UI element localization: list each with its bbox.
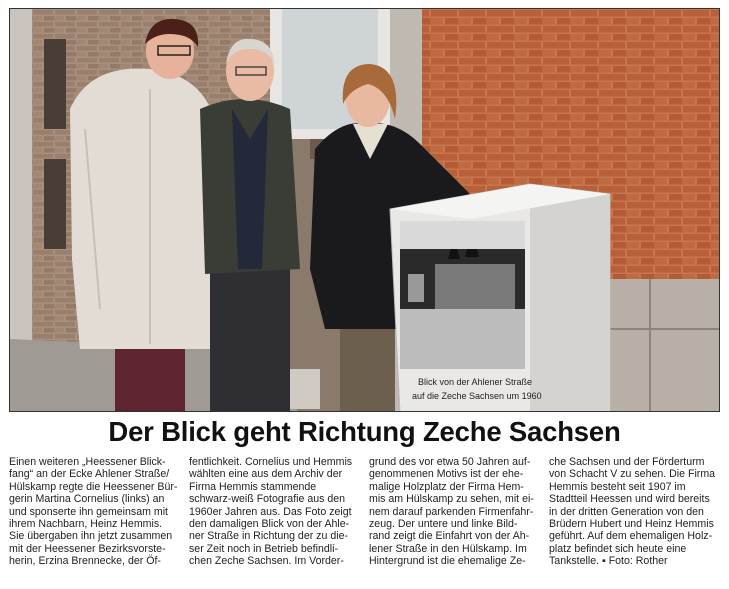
photo-caption-line-2: auf die Zeche Sachsen um 1960: [412, 391, 542, 401]
article-photo: [9, 8, 720, 412]
article-column-4: [549, 456, 719, 568]
column-text: grund des vor etwa 50 Jahren auf- genommenen Motivs ist der ehe- malige Holzplatz der Firma Hem- mis am Hülskamp zu sehen, mit ei- nem darauf parkenden Firmenfahr- zeug. Der untere und linke Bild- rand zeigt die Einfahrt von der Ah- lener Straße in den Hülskamp. Im Hintergrund ist die ehemalige Ze-: [369, 456, 534, 568]
utility-box: [390, 184, 610, 412]
article-column-2: [189, 456, 359, 568]
column-text: Einen weiteren „Heessener Blick- fang“ an der Ecke Ahlener Straße/ Hülskamp regte die Heessener Bür- gerin Martina Cornelius (links) an und sponserte ihn gemeinsam mit ihrem Nachbarn, Heinz Hemmis. Sie übergaben ihn jetzt zusammen mit der Heessener Bezirksvorste- herin, Erzina Brennecke, der Öf-: [9, 456, 178, 568]
article-column-1: [9, 456, 179, 568]
photo-caption-line-1: Blick von der Ahlener Straße: [418, 377, 533, 387]
article-column-3: [369, 456, 539, 568]
article-headline: Der Blick geht Richtung Zeche Sachsen: [108, 416, 621, 447]
column-text: che Sachsen und der Förderturm von Schacht V zu sehen. Die Firma Hemmis besteht seit 1907 im Stadtteil Heessen und wird bereits in der dritten Generation von den Brüdern Hubert und Heinz Hemmis geführt. Auf dem ehemaligen Holz- platz befindet sich heute eine Tankstelle. ▪ Foto: Rother: [549, 456, 716, 568]
column-text: fentlichkeit. Cornelius und Hemmis wählten eine aus dem Archiv der Firma Hemmis stammende schwarz-weiß Fotografie aus den 1960er Jahren aus. Das Foto zeigt den damaligen Blick von der Ahle- ner Straße in Richtung der zu die- ser Zeit noch in Betrieb befindli- chen Zeche Sachsen. Im Vorder-: [189, 456, 353, 568]
